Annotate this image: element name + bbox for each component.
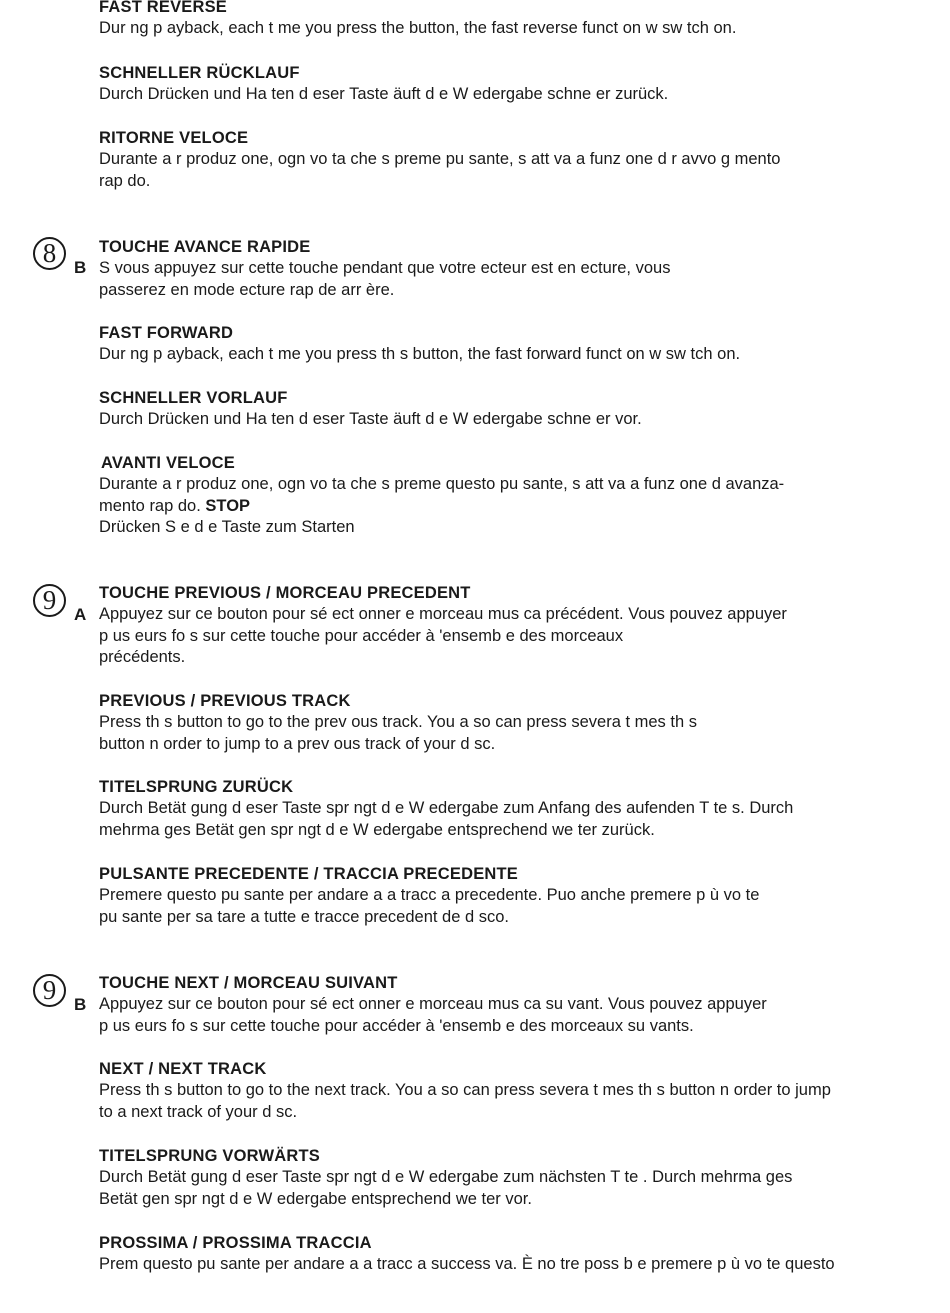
section-title: TOUCHE NEXT / MORCEAU SUIVANT: [99, 974, 398, 992]
section-titelsprung-vorwaerts: [99, 1146, 929, 1210]
circled-number-icon: 8: [33, 237, 66, 270]
section-title: TITELSPRUNG ZURÜCK: [99, 778, 294, 796]
section-title: NEXT / NEXT TRACK: [99, 1060, 267, 1078]
section-text: précédents.: [99, 648, 186, 666]
section-touche-avance: [99, 237, 929, 301]
section-text: Appuyez sur ce bouton pour sé ect onner e morceau mus ca su vant. Vous pouvez appuyer: [99, 995, 767, 1013]
section-title: PROSSIMA / PROSSIMA TRACCIA: [99, 1234, 372, 1252]
section-title: SCHNELLER RÜCKLAUF: [99, 64, 300, 82]
section-text: Appuyez sur ce bouton pour sé ect onner e morceau mus ca précédent. Vous pouvez appuyer: [99, 605, 787, 623]
section-schneller-vorlauf: [99, 388, 929, 431]
section-schneller-ruecklauf: [99, 63, 929, 106]
section-title: TITELSPRUNG VORWÄRTS: [99, 1147, 320, 1165]
section-text: passerez en mode ecture rap de arr ère.: [99, 280, 395, 299]
section-text: Durch Drücken und Ha ten d eser Taste äuft d e W edergabe schne er vor.: [99, 410, 642, 428]
circled-number-icon: 9: [33, 584, 66, 617]
section-text: Betät gen spr ngt d e W edergabe entsprechend we ter vor.: [99, 1189, 532, 1208]
section-text: p us eurs fo s sur cette touche pour accéder à 'ensemb e des morceaux: [99, 626, 624, 645]
section-text: mehrma ges Betät gen spr ngt d e W edergabe entsprechend we ter zurück.: [99, 820, 655, 839]
section-text: to a next track of your d sc.: [99, 1102, 298, 1121]
marker-9b: [33, 974, 89, 1018]
section-text: Durante a r produz one, ogn vo ta che s preme questo pu sante, s att va a funz one d avanza-: [99, 475, 785, 493]
section-text-with-stop: [99, 496, 929, 518]
section-title: FAST REVERSE: [99, 0, 228, 16]
section-text: rap do.: [99, 171, 151, 190]
section-text: Press th s button to go to the next track. You a so can press severa t mes th s button n order to jump: [99, 1081, 831, 1099]
section-title: TOUCHE AVANCE RAPIDE: [99, 238, 311, 256]
marker-suffix: B: [74, 258, 87, 277]
section-touche-next: [99, 973, 929, 1037]
section-text: Prem questo pu sante per andare a a tracc a success va. È no tre poss b e premere p ù vo te questo: [99, 1255, 835, 1273]
section-title: TOUCHE PREVIOUS / MORCEAU PRECEDENT: [99, 584, 471, 602]
circled-number-icon: 9: [33, 974, 66, 1007]
section-text: Durch Drücken und Ha ten d eser Taste äuft d e W edergabe schne er zurück.: [99, 85, 669, 103]
section-text: Dur ng p ayback, each t me you press the button, the fast reverse funct on w sw tch on.: [99, 19, 737, 37]
section-fast-reverse: [99, 0, 929, 40]
section-text: S vous appuyez sur cette touche pendant que votre ecteur est en ecture, vous: [99, 259, 671, 277]
section-text: Dur ng p ayback, each t me you press th s button, the fast forward funct on w sw tch on.: [99, 345, 741, 363]
section-previous-track: [99, 691, 929, 755]
marker-suffix: A: [74, 605, 87, 624]
section-text: Drücken S e d e Taste zum Starten: [99, 518, 355, 536]
marker-suffix: B: [74, 995, 87, 1014]
section-ritorne-veloce: [99, 128, 929, 192]
section-title: RITORNE VELOCE: [99, 129, 249, 147]
section-text: Durch Betät gung d eser Taste spr ngt d e W edergabe zum Anfang des aufenden T te s. Durch: [99, 799, 794, 817]
section-text: Premere questo pu sante per andare a a tracc a precedente. Puo anche premere p ù vo te: [99, 886, 760, 904]
section-title: AVANTI VELOCE: [101, 454, 235, 472]
section-title: PULSANTE PRECEDENTE / TRACCIA PRECEDENTE: [99, 865, 519, 883]
section-text: pu sante per sa tare a tutte e tracce precedent de d sco.: [99, 907, 510, 926]
section-next-track: [99, 1059, 929, 1123]
section-fast-forward: [99, 323, 929, 366]
section-text: mento rap do.: [99, 496, 201, 515]
marker-9a: [33, 584, 89, 628]
section-pulsante-precedente: [99, 864, 929, 928]
section-title: PREVIOUS / PREVIOUS TRACK: [99, 692, 351, 710]
section-avanti-veloce: [99, 453, 929, 539]
section-title: SCHNELLER VORLAUF: [99, 389, 288, 407]
section-titelsprung-zurueck: [99, 777, 929, 841]
section-title: FAST FORWARD: [99, 324, 234, 342]
section-text: Durante a r produz one, ogn vo ta che s preme pu sante, s att va a funz one d r avvo g mento: [99, 150, 781, 168]
stop-label: STOP: [205, 496, 251, 515]
marker-8b: [33, 237, 89, 281]
section-touche-previous: [99, 583, 929, 669]
section-prossima-traccia: [99, 1233, 929, 1276]
section-text: Press th s button to go to the prev ous track. You a so can press severa t mes th s: [99, 713, 697, 731]
section-text: button n order to jump to a prev ous track of your d sc.: [99, 734, 496, 753]
section-text: p us eurs fo s sur cette touche pour accéder à 'ensemb e des morceaux su vants.: [99, 1016, 694, 1035]
section-text: Durch Betät gung d eser Taste spr ngt d e W edergabe zum nächsten T te . Durch mehrma ges: [99, 1168, 793, 1186]
